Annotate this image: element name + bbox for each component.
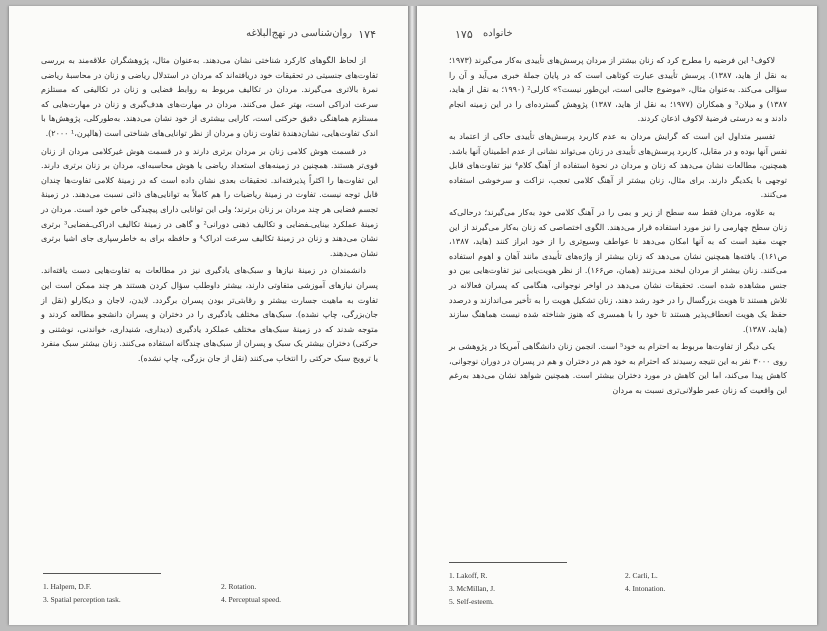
left-page-body	[41, 54, 378, 366]
book-spine	[408, 6, 417, 625]
footnote: 3. McMillan, J.	[449, 584, 496, 593]
page-number: ۱۷۴	[358, 28, 376, 41]
footnote-divider	[43, 573, 161, 574]
page-number: ۱۷۵	[455, 28, 473, 41]
footnote-divider	[449, 562, 567, 563]
footnote: 4. Intonation.	[625, 584, 666, 593]
footnote: 2. Carli, L.	[625, 571, 658, 580]
paragraph: به علاوه، مردان فقط سه سطح از زیر و بمی را در آهنگ کلامی خود به‌کار می‌گیرند؛ درحالی‌که زنان سطح چهارمی را نیز مورد استفاده قرار می‌دهند. الگوی اختصاصی که زنان به‌کار می‌گیرند از این جهت مفید است که به آنها امکان می‌دهد تا عواطف وسیع‌تری را از خود ابراز کنند (هاید، ۱۳۸۷، ص۱۶۱). یافته‌ها همچنین نشان می‌دهد که زنان بیشتر از واژه‌های تأییدی مانند آهان و اهوم استفاده می‌کنند. زنان بیشتر از مردان لبخند می‌زنند (همان، ص۱۶۶). از نظر هویت‌یابی نیز تفاوت‌هایی بین دو جنس مشاهده شده است. تحقیقات نشان می‌دهد در اواخر نوجوانی، هنگامی که پسران فعالانه در تلاش هستند تا هویت بزرگسال را در خود رشد دهند، زنان تشکیل هویت را به تأخیر می‌اندازند و درصدد حفظ یک هویت انعطاف‌پذیر هستند تا خود را با همسری که هنوز شناخته شده نیست هماهنگ سازند (هاید، ۱۳۸۷).	[449, 207, 787, 334]
paragraph: یکی دیگر از تفاوت‌ها مربوط به احترام به خود⁵ است. انجمن زنان دانشگاهی آمریکا در پژوهشی بر روی ۳۰۰۰ نفر به این نتیجه رسیدند که احترام به خود هم در دختران و هم در پسران در دوران نوجوانی، کاهش پیدا می‌کند، اما این کاهش در مورد دختران بیشتر است. همچنین شواهد نشان می‌دهد به‌رغم این واقعیت که زنان عمر طولانی‌تری نسبت به مردان	[449, 342, 787, 396]
right-page-body	[449, 54, 787, 399]
footnote: 3. Spatial perception task.	[43, 595, 121, 604]
footnote: 5. Self-esteem.	[449, 597, 494, 606]
footnote: 1. Halpern, D.F.	[43, 582, 92, 591]
footnote: 4. Perceptual speed.	[221, 595, 281, 604]
paragraph: دانشمندان در زمینهٔ نیازها و سبک‌های یادگیری نیز در مطالعات به تفاوت‌هایی دست یافته‌اند. پسران نیازهای آموزشی متفاوتی دارند، بیشتر داوطلب سؤال کردن هستند هر چند ممکن است این تفاوت به ماهیت جسارت بیشتر و رقابتی‌تر بودن پسران برگردد. لایدن، لاجان و دیکارلو (نقل از جان‌بزرگی، چاپ نشده). سبک‌های مختلف یادگیری را در دختران و پسران دانشجو مطالعه کردند و متوجه شدند که در زمینهٔ سبک‌های مختلف عملکرد یادگیری (دیداری، شنیداری، خواندنی، نوشتنی و حرکتی) دختران بیشتر یک سبک و پسران از سبک‌های چندگانه استفاده می‌کنند. زنان بیشتر سبک منفرد یا ترویج سبک حرکتی را انتخاب می‌کنند (نقل از جان بزرگی، چاپ نشده).	[41, 266, 378, 363]
footnote: 1. Lakoff, R.	[449, 571, 488, 580]
running-title: روان‌شناسی در نهج‌البلاغه	[246, 28, 352, 39]
running-title: خانواده	[483, 28, 513, 39]
paragraph: تفسیر متداول این است که گرایش مردان به عدم کاربرد پرسش‌های تأییدی حاکی از اعتماد به نفس آنها بوده و در مقابل، کاربرد پرسش‌های تأییدی در زنان می‌تواند نشانی از عدم اطمینان آنها باشد. همچنین، مطالعات نشان می‌دهد که زنان و مردان در نحوهٔ استفاده از آهنگ کلام⁴ نیز تفاوت‌های قابل توجهی با یکدیگر دارند. برای مثال، زنان بیشتر از آهنگ کلامی تعجب، نزاکت و سرخوشی استفاده می‌کنند.	[449, 131, 787, 200]
left-page	[9, 6, 408, 625]
paragraph: در قسمت هوش کلامی زنان بر مردان برتری دارند و در قسمت هوش غیرکلامی مردان از زنان قوی‌تر هستند. همچنین در زمینه‌های استعداد ریاضی یا هوش محاسبه‌ای، مردان بر زنان برتری دارند. این تفاوت‌ها را اکثراً پذیرفته‌اند. تحقیقات بعدی نشان داده است که در زمینهٔ کلامی تفاوت‌ها چندان قابل توجه نیست. تفاوت در زمینهٔ ریاضیات را هم کاملاً به توانایی‌های ذاتی نسبت می‌دهند. در زمینهٔ تجسم فضایی هر چند مردان بر زنان برترند؛ ولی این توانایی دارای پیچیدگی خاص خود است. مردان در زمینهٔ عملکرد بینایی‌ـفضایی و تکالیف ذهنی دورانی² و گاهی در زمینهٔ تکالیف ادراکی‌ـفضایی³ برتری نشان می‌دهند و زنان در زمینهٔ تکالیف سرعت ادراک⁴ و حافظه برای به خاطرسپاری جای اشیا برتری نشان می‌دهند.	[41, 146, 379, 258]
paragraph: از لحاظ الگوهای کارکرد شناختی نشان می‌دهند. به‌عنوان مثال، پژوهشگران علاقه‌مند به بررسی تفاوت‌های جنسیتی در تحقیقات خود دریافته‌اند که مردان در استدلال ریاضی و زنان در محاسبهٔ ریاضی نمرهٔ بالاتری می‌گیرند. مردان در تکالیف مربوط به روابط فضایی و زنان در تکالیفی که مستلزم سرعت ادراکی است، بهتر عمل می‌کنند. مردان در مهارت‌های هدف‌گیری و زنان در مهارت‌هایی که مستلزم هماهنگی دقیق حرکتی است، کارایی بیشتری از خود نشان می‌دهند. به‌طورکلی، پژوهش‌ها با اندک تفاوت‌هایی، نشان‌دهندهٔ تفاوت زنان و مردان از نظر توانایی‌های شناختی است (هالپرن،¹ ۲۰۰۰).	[41, 56, 378, 138]
right-page	[417, 6, 817, 625]
left-page-header	[47, 28, 376, 46]
footnote: 2. Rotation.	[221, 582, 257, 591]
paragraph: لاکوف¹ این فرضیه را مطرح کرد که زنان بیشتر از مردان پرسش‌های تأییدی به‌کار می‌گیرند (۱۹۷۳؛ به نقل از هاید، ۱۳۸۷). پرسش تأییدی عبارت کوتاهی است که در پایان جملهٔ خبری می‌آید و آن را سؤالی می‌کند. به‌عنوان مثال، «موضوع جالبی است، این‌طور نیست؟» کارلی² (۱۹۹۰؛ به نقل از هاید، ۱۳۸۷) و میلان³ و همکاران (۱۹۷۷؛ به نقل از هاید، ۱۳۸۷) پژوهش گسترده‌ای را در این زمینه انجام دادند و به درستی فرضیهٔ لاکوف اذعان کردند.	[449, 56, 787, 124]
right-page-header	[455, 28, 785, 46]
